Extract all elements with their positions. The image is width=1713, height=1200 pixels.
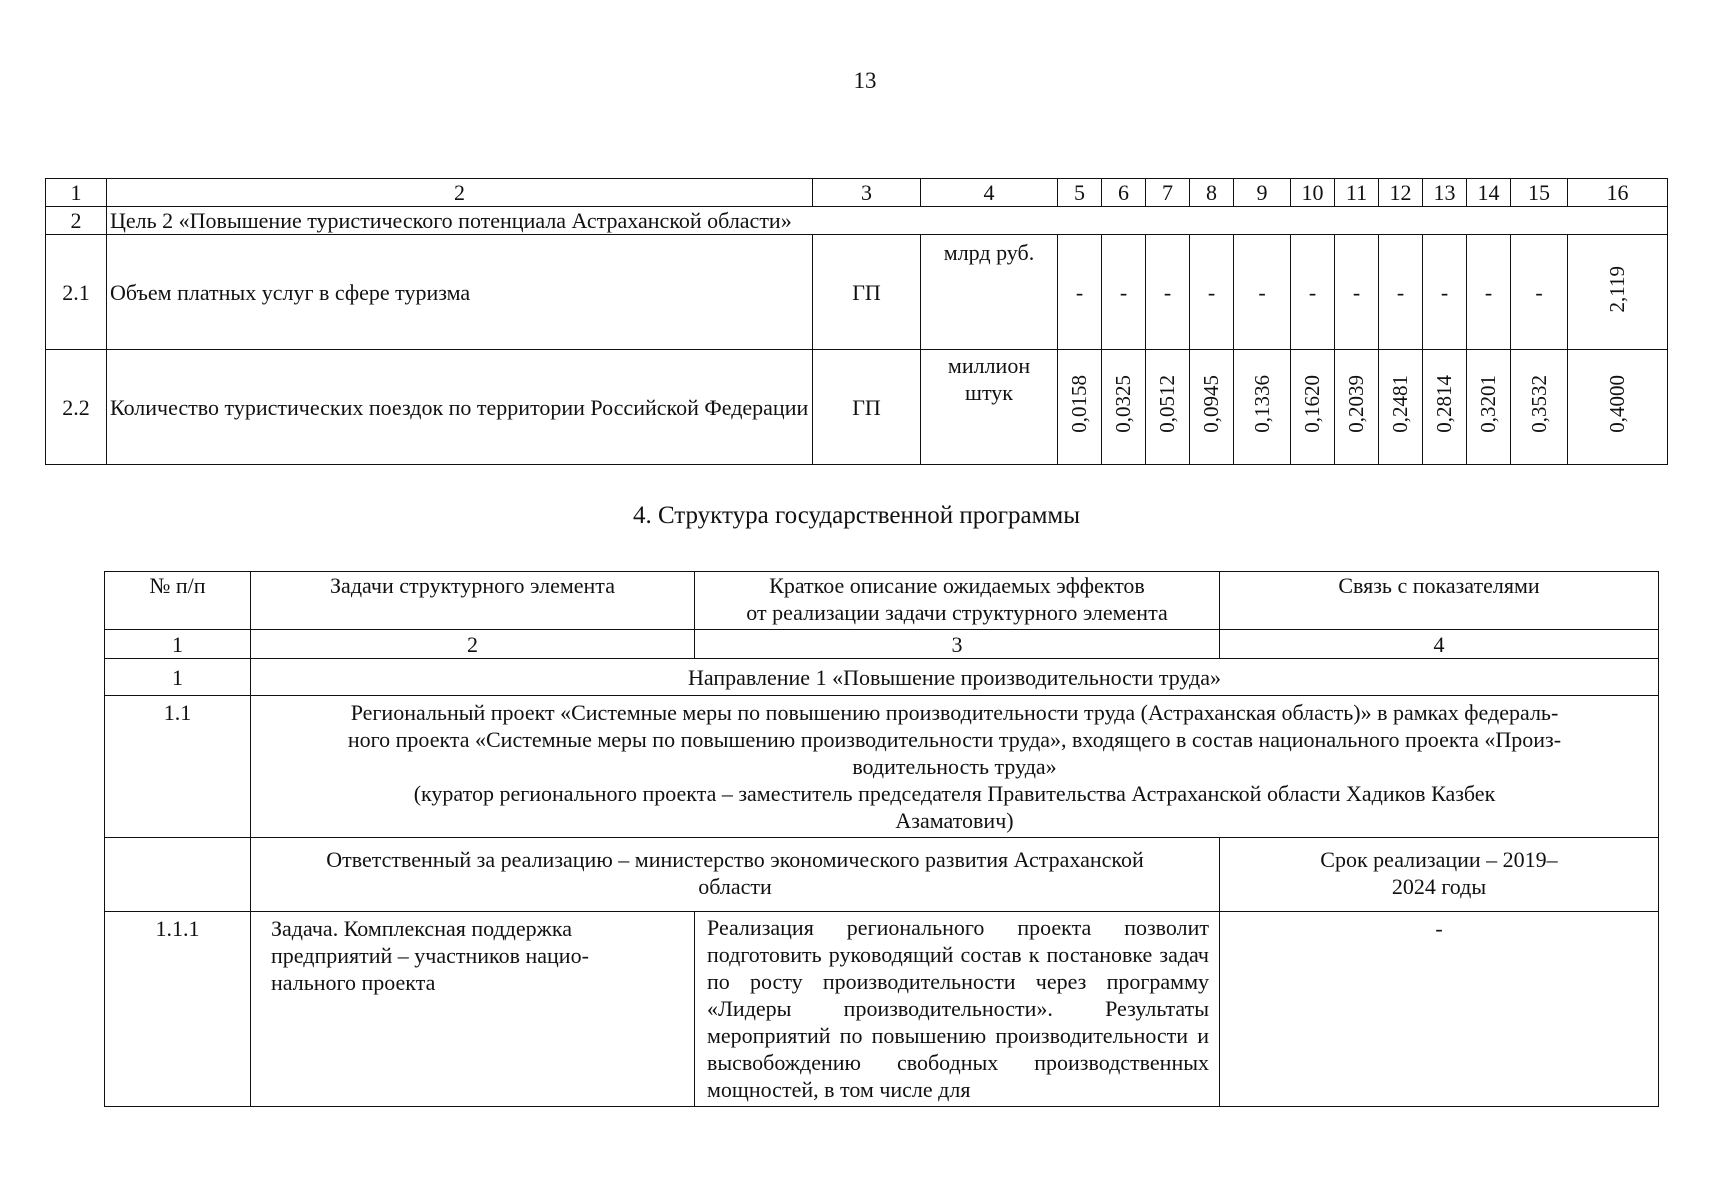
header-num: № п/п: [105, 572, 251, 630]
page-number: 13: [853, 68, 877, 93]
indicator-value: -: [1511, 235, 1568, 350]
indicator-value: 0,0945: [1199, 375, 1223, 433]
task-row: [105, 912, 1659, 1107]
header-effects-line: Краткое описание ожидаемых эффектов: [769, 573, 1145, 598]
indicator-value: 0,0512: [1155, 375, 1179, 433]
project-line: водительность труда»: [852, 754, 1057, 779]
header-effects-line: от реализации задачи структурного элемента: [746, 600, 1168, 625]
index-cell: 1: [105, 630, 251, 659]
responsible-line: области: [698, 874, 772, 899]
term-text: [1220, 838, 1659, 912]
header-cell: 16: [1568, 179, 1668, 207]
header-cell: 1: [46, 179, 107, 207]
indicator-value-cell: [1146, 350, 1190, 465]
indicator-number: 2.1: [46, 235, 107, 350]
header-cell: 7: [1146, 179, 1190, 207]
project-line: Региональный проект «Системные меры по повышению производительности труда (Астраханская область)» в рамках федераль-: [350, 700, 1559, 725]
project-line: (куратор регионального проекта – заместитель председателя Правительства Астраханской области Хадиков Казбек: [413, 781, 1496, 806]
header-cell: 15: [1511, 179, 1568, 207]
header-cell: 2: [107, 179, 813, 207]
header-cell: 10: [1291, 179, 1335, 207]
indicator-value: 0,1336: [1249, 375, 1274, 433]
link-text: -: [1220, 912, 1659, 1107]
indicator-value: -: [1379, 235, 1423, 350]
indicator-unit: миллион штук: [921, 350, 1058, 465]
header-cell: 5: [1058, 179, 1102, 207]
term-line: Срок реализации – 2019–: [1320, 847, 1558, 872]
indicator-name: Объем платных услуг в сфере туризма: [107, 235, 813, 350]
structure-header-row: [105, 572, 1659, 630]
task-number: 1.1.1: [105, 912, 251, 1107]
index-row: [105, 630, 1659, 659]
indicator-value-cell: [1291, 350, 1335, 465]
responsible-text: [251, 838, 1220, 912]
effect-text: Реализация регионального проекта позволит подготовить руководящий состав к постановке задач по росту производительности через программу «Лидеры производительности». Результаты мероприятий по повышению производительности и высвобождению свободных производственных мощностей, в том числе для: [695, 912, 1220, 1107]
indicators-table: [45, 178, 1668, 465]
header-cell: 3: [813, 179, 921, 207]
empty-cell: [105, 838, 251, 912]
header-cell: 13: [1423, 179, 1467, 207]
indicator-value: 0,2814: [1432, 375, 1456, 433]
indicator-row: [46, 350, 1668, 465]
indicator-value: -: [1423, 235, 1467, 350]
index-cell: 2: [251, 630, 695, 659]
header-cell: 8: [1190, 179, 1234, 207]
indicator-value-cell: [1511, 350, 1568, 465]
indicator-number: 2.2: [46, 350, 107, 465]
task-text: [251, 912, 695, 1107]
header-cell: 11: [1335, 179, 1379, 207]
indicator-value: -: [1335, 235, 1379, 350]
direction-title: Направление 1 «Повышение производительности труда»: [251, 659, 1659, 696]
indicator-value: -: [1190, 235, 1234, 350]
indicator-value: 0,3201: [1476, 375, 1500, 433]
index-cell: 3: [695, 630, 1220, 659]
project-line: Азаматович): [895, 808, 1014, 833]
project-description: [251, 696, 1659, 838]
section-title: 4. Структура государственной программы: [632, 502, 1081, 529]
indicator-unit: млрд руб.: [921, 235, 1058, 350]
indicator-value-cell: [1190, 350, 1234, 465]
indicator-value-cell: [1058, 350, 1102, 465]
direction-row: [105, 659, 1659, 696]
project-number: 1.1: [105, 696, 251, 838]
indicator-name: Количество туристических поездок по территории Российской Федерации: [107, 350, 813, 465]
indicator-value: -: [1234, 235, 1291, 350]
header-tasks: Задачи структурного элемента: [251, 572, 695, 630]
project-row: [105, 696, 1659, 838]
indicator-value: -: [1467, 235, 1511, 350]
indicator-value: -: [1058, 235, 1102, 350]
indicator-value-cell: [1379, 350, 1423, 465]
responsible-line: Ответственный за реализацию – министерство экономического развития Астраханской: [326, 847, 1144, 872]
goal-row: [46, 207, 1668, 235]
indicator-source: ГП: [813, 350, 921, 465]
header-effects: [695, 572, 1220, 630]
indicator-value-cell: [1467, 350, 1511, 465]
task-line: нального проекта: [271, 970, 436, 995]
task-line: предприятий – участников нацио-: [271, 943, 589, 968]
indicator-value: 0,3532: [1526, 375, 1551, 433]
indicator-value: 0,0158: [1067, 375, 1091, 433]
header-cell: 6: [1102, 179, 1146, 207]
header-cell: 4: [921, 179, 1058, 207]
indicator-row: [46, 235, 1668, 350]
indicator-value: 0,4000: [1605, 375, 1629, 433]
direction-number: 1: [105, 659, 251, 696]
indicator-value-cell: [1335, 350, 1379, 465]
indicator-value-cell: [1102, 350, 1146, 465]
task-line: Задача. Комплексная поддержка: [271, 916, 572, 941]
indicator-value: 0,0325: [1111, 375, 1135, 433]
indicators-header-row: [46, 179, 1668, 207]
term-line: 2024 годы: [1391, 874, 1487, 899]
indicator-value-cell: [1568, 350, 1668, 465]
header-cell: 14: [1467, 179, 1511, 207]
indicator-value: 2,119: [1605, 265, 1629, 313]
indicator-value: -: [1146, 235, 1190, 350]
project-line: ного проекта «Системные меры по повышению производительности труда», входящего в состав национального проекта «Произ-: [347, 727, 1562, 752]
indicator-value: 0,2039: [1344, 375, 1368, 433]
goal-title: Цель 2 «Повышение туристического потенциала Астраханской области»: [107, 207, 1668, 235]
indicator-value: 0,2481: [1388, 375, 1412, 433]
index-cell: 4: [1220, 630, 1659, 659]
header-links: Связь с показателями: [1220, 572, 1659, 630]
indicator-value: -: [1102, 235, 1146, 350]
structure-table: [104, 571, 1659, 1107]
header-cell: 12: [1379, 179, 1423, 207]
indicator-value-cell: [1423, 350, 1467, 465]
indicator-value: -: [1291, 235, 1335, 350]
indicator-value-cell: [1568, 235, 1668, 350]
responsible-row: [105, 838, 1659, 912]
indicator-value-cell: [1234, 350, 1291, 465]
goal-number: 2: [46, 207, 107, 235]
header-cell: 9: [1234, 179, 1291, 207]
indicator-value: 0,1620: [1300, 375, 1324, 433]
indicator-source: ГП: [813, 235, 921, 350]
